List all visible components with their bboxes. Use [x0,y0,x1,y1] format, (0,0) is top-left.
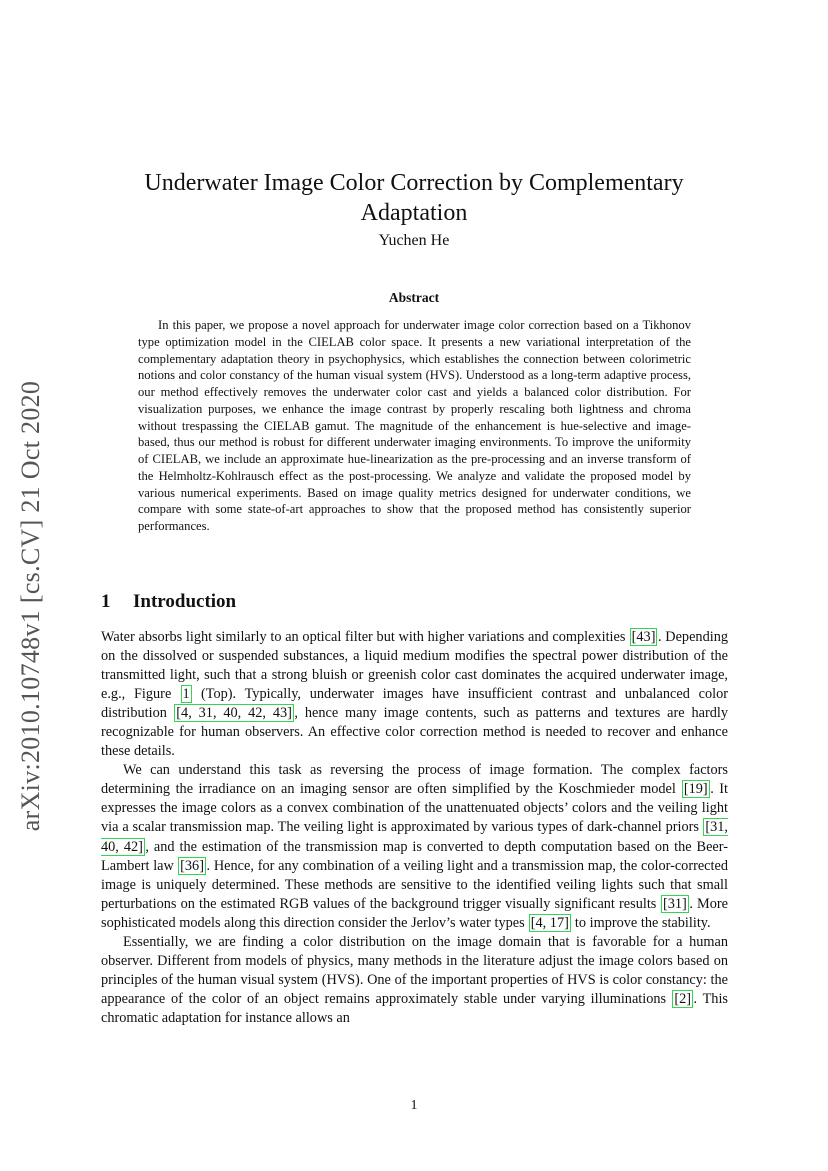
body-text-run: Water absorbs light similarly to an optical filter but with higher variations and complexities [101,629,630,645]
author-name: Yuchen He [378,232,450,249]
citation-link[interactable]: [31, 40, 42] [101,819,728,855]
citation-link[interactable]: [4, 31, 40, 42, 43] [176,705,292,722]
body-text-run: , and the estimation of the transmission map is converted to depth computation based on the Beer-Lambert law [101,838,728,874]
body-text-run: to improve the stability. [571,914,711,931]
introduction-body [101,628,728,1028]
body-text-run: , hence many image contents, such as patterns and textures are hardly recognizable for human observers. An effective color correction method is needed to recover and enhance these details. [101,705,729,760]
section-number: 1 [101,591,111,612]
citation-link[interactable]: [36] [180,857,204,874]
paper-title: Underwater Image Color Correction by Complementary Adaptation [144,170,684,227]
body-paragraph [101,761,728,932]
citation-link[interactable]: [4, 17] [530,914,569,931]
page-number: 1 [410,1098,418,1113]
body-text-run: We can understand this task as reversing the process of image formation. The complex factors determining the irradiance on an imaging sensor are often simplified by the Koschmieder model [101,762,728,798]
body-text-run: . This chromatic adaptation for instance allows an [101,990,728,1026]
section-title: Introduction [133,591,237,612]
body-text-run: . Hence, for any combination of a veiling light and a transmission map, the color-corrected image is uniquely determined. These methods are sensitive to the identified veiling lights such that small perturbations on the estimated RGB values of the background trigger visually significant results [101,857,728,912]
body-text-run: . Depending on the dissolved or suspended substances, a liquid medium modifies the spectral power distribution of the transmitted light, such that a strong bluish or greenish color cast dominates the acquired underwater image, e.g., Figure [101,629,728,703]
body-text-run: . More sophisticated models along this direction consider the Jerlov’s water types [101,895,728,931]
citation-link[interactable]: [31] [663,895,687,912]
citation-link[interactable]: 1 [182,686,190,703]
citation-link[interactable]: [2] [674,990,692,1007]
section-heading [101,591,236,613]
body-paragraph [101,628,728,761]
abstract-text: In this paper, we propose a novel approach for underwater image color correction based on a Tikhonov type optimization model in the CIELAB color space. It presents a new variational interpretation of the complementary adaptation theory in psychophysics, which establishes the connection between colorimetric notions and color constancy of the human visual system (HVS). Understood as a long-term adaptive process, our method effectively removes the underwater color cast and yields a balanced color distribution. For visualization purposes, we enhance the image contrast by properly rescaling both lightness and chroma without trespassing the CIELAB gamut. The magnitude of the enhancement is hue-selective and image-based, thus our method is robust for different underwater imaging environments. To improve the uniformity of CIELAB, we include an approximate hue-linearization as the pre-processing and an inverse transform of the Helmholtz-Kohlrausch effect as the post-processing. We analyze and validate the proposed model by various numerical experiments. Based on image quality metrics designed for underwater conditions, we compare with some state-of-art approaches to show that the proposed method has consistently superior performances. [138,318,691,533]
citation-link[interactable]: [19] [683,781,708,798]
arxiv-identifier-text: arXiv:2010.10748v1 [cs.CV] 21 Oct 2020 [16,380,45,832]
abstract-heading: Abstract [388,290,440,305]
body-text-run: (Top). Typically, underwater images have insufficient contrast and unbalanced color distribution [101,686,728,722]
body-paragraph [101,933,728,1028]
body-text-run: Essentially, we are finding a color distribution on the image domain that is favorable for a human observer. Different from models of physics, many methods in the literature adjust the image colors based on principles of the human visual system (HVS). One of the important properties of HVS is color constancy: the appearance of the color of an object remains approximately stable under varying illuminations [101,933,728,1007]
body-text-run: . It expresses the image colors as a convex combination of the unattenuated objects’ colors and the veiling light via a scalar transmission map. The veiling light is approximated by various types of dark-channel priors [101,781,728,836]
arxiv-identifier-stamp [14,362,48,850]
citation-link[interactable]: [43] [631,629,656,645]
